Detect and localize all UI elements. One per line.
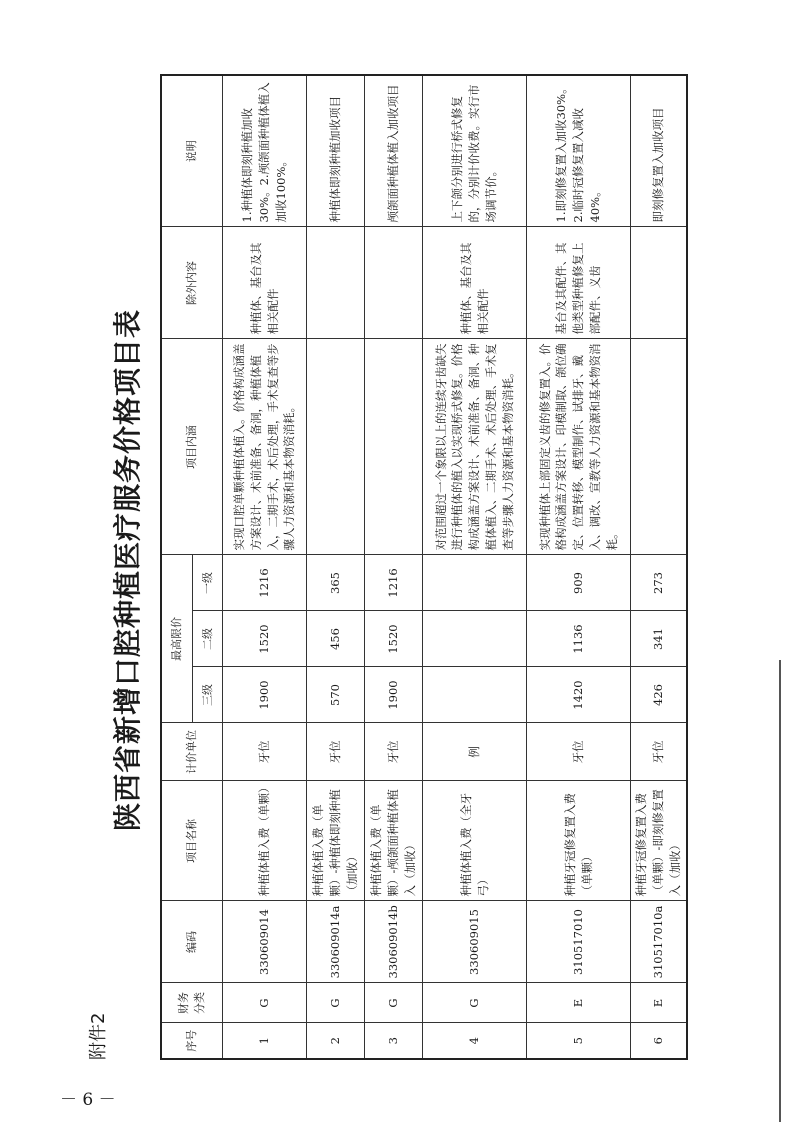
cell-exclusion (307, 227, 365, 339)
document-title: 陕西省新增口腔种植医疗服务价格项目表 (111, 309, 144, 832)
cell-seq: 4 (423, 1023, 527, 1059)
cell-seq: 3 (365, 1023, 423, 1059)
cell-unit: 牙位 (223, 723, 307, 781)
cell-grade1: 273 (631, 555, 687, 611)
cell-remark: 种植体即刻种植加收项目 (307, 75, 365, 227)
cell-grade3: 426 (631, 667, 687, 723)
cell-grade1: 1216 (223, 555, 307, 611)
cell-exclusion: 种植体、基台及其相关配件 (423, 227, 527, 339)
header-seq: 序号 (161, 1023, 223, 1059)
table-row (631, 75, 687, 1059)
cell-unit: 牙位 (307, 723, 365, 781)
table-header-row (161, 75, 193, 1059)
cell-seq: 5 (527, 1023, 631, 1059)
cell-seq: 2 (307, 1023, 365, 1059)
cell-remark: 上下颌分别进行桥式修复的，分别计价收费。实行市场调节价。 (423, 75, 527, 227)
cell-category: E (527, 983, 631, 1023)
cell-grade3: 570 (307, 667, 365, 723)
header-exclusion: 除外内容 (161, 227, 223, 339)
cell-unit: 牙位 (631, 723, 687, 781)
cell-grade3: 1900 (223, 667, 307, 723)
header-code: 编码 (161, 901, 223, 983)
header-grade3: 三级 (193, 667, 223, 723)
cell-unit: 牙位 (527, 723, 631, 781)
cell-grade2: 456 (307, 611, 365, 667)
cell-grade1: 365 (307, 555, 365, 611)
cell-content: 实现口腔单颗种植体植入。价格构成涵盖方案设计、术前准备、备洞，种植体植入，二期手术，术后处理，手术复查等步骤人力资源和基本物资消耗。 (223, 339, 307, 555)
cell-content: 实现种植体上部固定义齿的修复置入。价格构成涵盖方案设计、印模制取、颌位确定、位置转移、模型制作、试排牙、戴入、调改、宣教等人力资源和基本物资消耗。 (527, 339, 631, 555)
cell-remark: 1.即刻修复置入加收30%。2.临时冠修复置入减收40%。 (527, 75, 631, 227)
header-category: 财务分类 (161, 983, 223, 1023)
cell-grade2: 341 (631, 611, 687, 667)
header-content: 项目内涵 (161, 339, 223, 555)
cell-grade1 (423, 555, 527, 611)
cell-remark: 颅颌面种植体植入加收项目 (365, 75, 423, 227)
page-number: － 6 － (60, 1090, 116, 1110)
cell-exclusion (365, 227, 423, 339)
header-remark: 说明 (161, 75, 223, 227)
cell-grade3 (423, 667, 527, 723)
cell-content (307, 339, 365, 555)
cell-category: G (423, 983, 527, 1023)
cell-unit: 牙位 (365, 723, 423, 781)
cell-name: 种植牙冠修复置入费（单颗） (527, 781, 631, 901)
cell-name: 种植体植入费（全牙弓） (423, 781, 527, 901)
table-row (307, 75, 365, 1059)
cell-category: G (307, 983, 365, 1023)
cell-name: 种植体植入费（单颗） (223, 781, 307, 901)
cell-name: 种植体植入费（单颗）-种植体即刻种植（加收） (307, 781, 365, 901)
header-grade1: 一级 (193, 555, 223, 611)
cell-exclusion (631, 227, 687, 339)
cell-content (365, 339, 423, 555)
cell-code: 310517010 (527, 901, 631, 983)
cell-category: G (365, 983, 423, 1023)
cell-content (631, 339, 687, 555)
cell-grade2: 1520 (223, 611, 307, 667)
header-max-price: 最高限价 (161, 555, 193, 723)
table-row (423, 75, 527, 1059)
table-row (223, 75, 307, 1059)
cell-remark: 1.种植体即刻种植加收30%。2.颅颌面种植体植入加收100%。 (223, 75, 307, 227)
cell-code: 330609014 (223, 901, 307, 983)
cell-grade1: 909 (527, 555, 631, 611)
cell-exclusion: 基台及其配件、其他类型种植修复上部配件、义齿 (527, 227, 631, 339)
price-table (160, 74, 688, 1060)
cell-name: 种植牙冠修复置入费（单颗）-即刻修复置入（加收） (631, 781, 687, 901)
cell-seq: 1 (223, 1023, 307, 1059)
cell-unit: 例 (423, 723, 527, 781)
cell-category: G (223, 983, 307, 1023)
cell-code: 330609014a (307, 901, 365, 983)
cell-grade3: 1900 (365, 667, 423, 723)
cell-seq: 6 (631, 1023, 687, 1059)
cell-code: 310517010a (631, 901, 687, 983)
cell-grade2: 1520 (365, 611, 423, 667)
cell-name: 种植体植入费（单颗）-颅颌面种植体植入（加收） (365, 781, 423, 901)
cell-exclusion: 种植体、基台及其相关配件 (223, 227, 307, 339)
attachment-label: 附件2 (88, 1012, 109, 1060)
cell-code: 330609014b (365, 901, 423, 983)
table-row (365, 75, 423, 1059)
header-unit: 计价单位 (161, 723, 223, 781)
cell-remark: 即刻修复置入加收项目 (631, 75, 687, 227)
cell-code: 330609015 (423, 901, 527, 983)
cell-category: E (631, 983, 687, 1023)
cell-grade2 (423, 611, 527, 667)
header-name: 项目名称 (161, 781, 223, 901)
rotated-page-content (78, 60, 768, 1060)
table-row (527, 75, 631, 1059)
cell-grade2: 1136 (527, 611, 631, 667)
cell-content: 对范围超过一个象限以上的连续牙齿缺失进行种植体的植入以实现桥式修复。价格构成涵盖方案设计、术前准备、备洞、种植体植入、二期手术、术后处理、手术复查等步骤人力资源和基本物资消耗。 (423, 339, 527, 555)
header-grade2: 二级 (193, 611, 223, 667)
cell-grade1: 1216 (365, 555, 423, 611)
cell-grade3: 1420 (527, 667, 631, 723)
margin-rule (779, 660, 781, 1122)
